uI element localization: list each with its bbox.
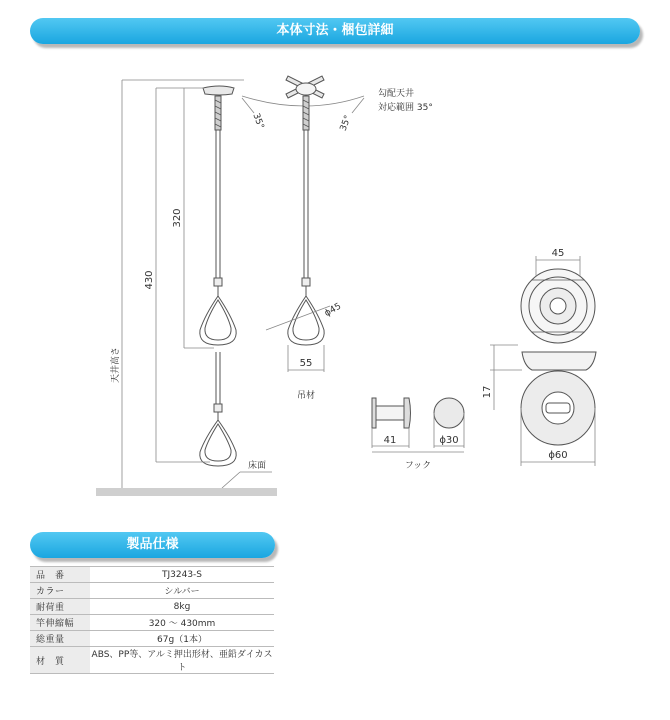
specs-heading: 製品仕様: [30, 532, 275, 558]
extended-hanger-drawing: [200, 86, 236, 466]
dim-17-label: 17: [482, 385, 493, 399]
spec-row: [30, 599, 274, 615]
phi60-label: ϕ60: [548, 450, 568, 461]
spec-value: 320 ～ 430mm: [90, 615, 274, 631]
phi30-label: ϕ30: [439, 435, 459, 446]
hook-label: フック: [404, 461, 432, 471]
spec-label: 耐荷重: [30, 599, 90, 615]
spec-value: 8kg: [90, 599, 274, 615]
dimensions-heading: 本体寸法・梱包詳細: [30, 18, 640, 44]
spec-label: 総重量: [30, 631, 90, 647]
dim-320-label: 320: [172, 208, 183, 228]
spec-value: 67g（1本）: [90, 631, 274, 647]
angle-range-label: 対応範囲 35°: [378, 103, 433, 113]
hanger-label: 吊材: [296, 391, 316, 401]
dim-55-label: 55: [299, 358, 313, 369]
spec-row: [30, 583, 274, 599]
spec-value: TJ3243-S: [90, 567, 274, 583]
ceiling-height-label: 天井高さ: [111, 346, 121, 384]
dim-41-label: 41: [383, 435, 397, 446]
base-plate-drawing: [521, 269, 596, 445]
hook-drawing: [372, 398, 464, 428]
ceiling-angle-label: 勾配天井: [378, 89, 415, 99]
phi45-label: ϕ45: [322, 301, 344, 319]
spec-row: [30, 615, 274, 631]
spec-value: シルバー: [90, 583, 274, 599]
floor-bar: [96, 488, 277, 496]
angle-right-label: 35°: [338, 114, 354, 133]
spec-label: 品 番: [30, 567, 90, 583]
floor-label: 床面: [248, 461, 267, 471]
spec-row: [30, 647, 274, 674]
angle-left-label: 35°: [250, 112, 266, 131]
dim-45-label: 45: [551, 248, 565, 259]
spec-table: [30, 566, 274, 674]
dim-430-label: 430: [144, 270, 155, 290]
spec-label: 材 質: [30, 647, 90, 674]
spec-row: [30, 567, 274, 583]
spec-label: 竿伸縮幅: [30, 615, 90, 631]
spec-label: カラー: [30, 583, 90, 599]
spec-row: [30, 631, 274, 647]
spec-value: ABS、PP等、アルミ押出形材、亜鉛ダイカスト: [90, 647, 274, 674]
